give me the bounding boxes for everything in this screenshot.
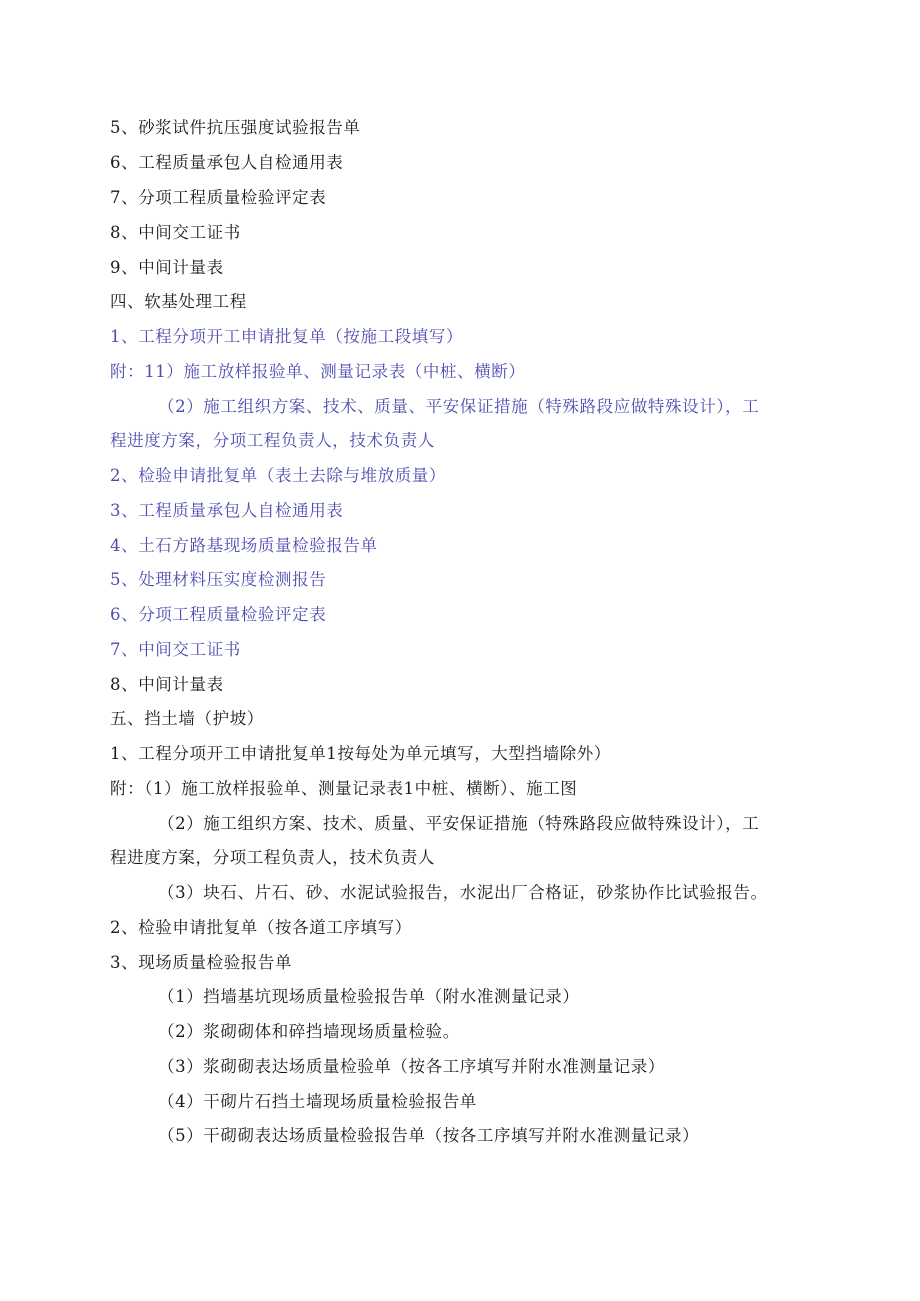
doc-line-4: 8、中间交工证书 [110,223,241,242]
doc-line-3: 7、分项工程质量检验评定表 [110,188,327,207]
section-heading-5: 五、挡土墙（护坡） [110,709,264,728]
doc-line-14: 5、处理材料压实度检测报告 [110,570,327,589]
doc-line-12: 3、工程质量承包人自检通用表 [110,501,344,520]
doc-line-25: 3、现场质量检验报告单 [110,953,293,972]
doc-line-22: 程进度方案，分项工程负责人，技术负责人 [110,848,435,867]
doc-line-20: 附：（1）施工放样报验单、测量记录表1中桩、横断）、施工图 [110,779,578,798]
doc-line-15: 6、分项工程质量检验评定表 [110,605,327,624]
doc-line-7: 1、工程分项开工申请批复单（按施工段填写） [110,327,464,346]
doc-line-5: 9、中间计量表 [110,258,224,277]
doc-line-10: 程进度方案，分项工程负责人，技术负责人 [110,431,435,450]
doc-line-27: （2）浆砌砌体和碎挡墙现场质量检验。 [158,1022,460,1041]
doc-line-1: 5、砂浆试件抗压强度试验报告单 [110,118,361,137]
doc-line-29: （4）干砌片石挡土墙现场质量检验报告单 [158,1092,477,1111]
doc-line-13: 4、土石方路基现场质量检验报告单 [110,536,378,555]
doc-line-9: （2）施工组织方案、技术、质量、平安保证措施（特殊路段应做特殊设计），工 [158,397,760,416]
doc-line-21: （2）施工组织方案、技术、质量、平安保证措施（特殊路段应做特殊设计），工 [158,814,760,833]
doc-line-23: （3）块石、片石、砂、水泥试验报告，水泥出厂合格证，砂浆协作比试验报告。 [158,883,768,902]
doc-line-16: 7、中间交工证书 [110,640,241,659]
doc-line-24: 2、检验申请批复单（按各道工序填写） [110,918,412,937]
doc-line-28: （3）浆砌砌表达场质量检验单（按各工序填写并附水准测量记录） [158,1057,665,1076]
doc-line-19: 1、工程分项开工申请批复单1按每处为单元填写，大型挡墙除外） [110,744,611,763]
doc-line-2: 6、工程质量承包人自检通用表 [110,153,344,172]
doc-line-11: 2、检验申请批复单（表土去除与堆放质量） [110,466,446,485]
doc-line-8: 附：11）施工放样报验单、测量记录表（中桩、横断） [110,362,526,381]
doc-line-17: 8、中间计量表 [110,675,224,694]
section-heading-4: 四、软基处理工程 [110,292,247,311]
doc-line-30: （5）干砌砌表达场质量检验报告单（按各工序填写并附水准测量记录） [158,1126,700,1145]
doc-line-26: （1）挡墙基坑现场质量检验报告单（附水准测量记录） [158,987,580,1006]
